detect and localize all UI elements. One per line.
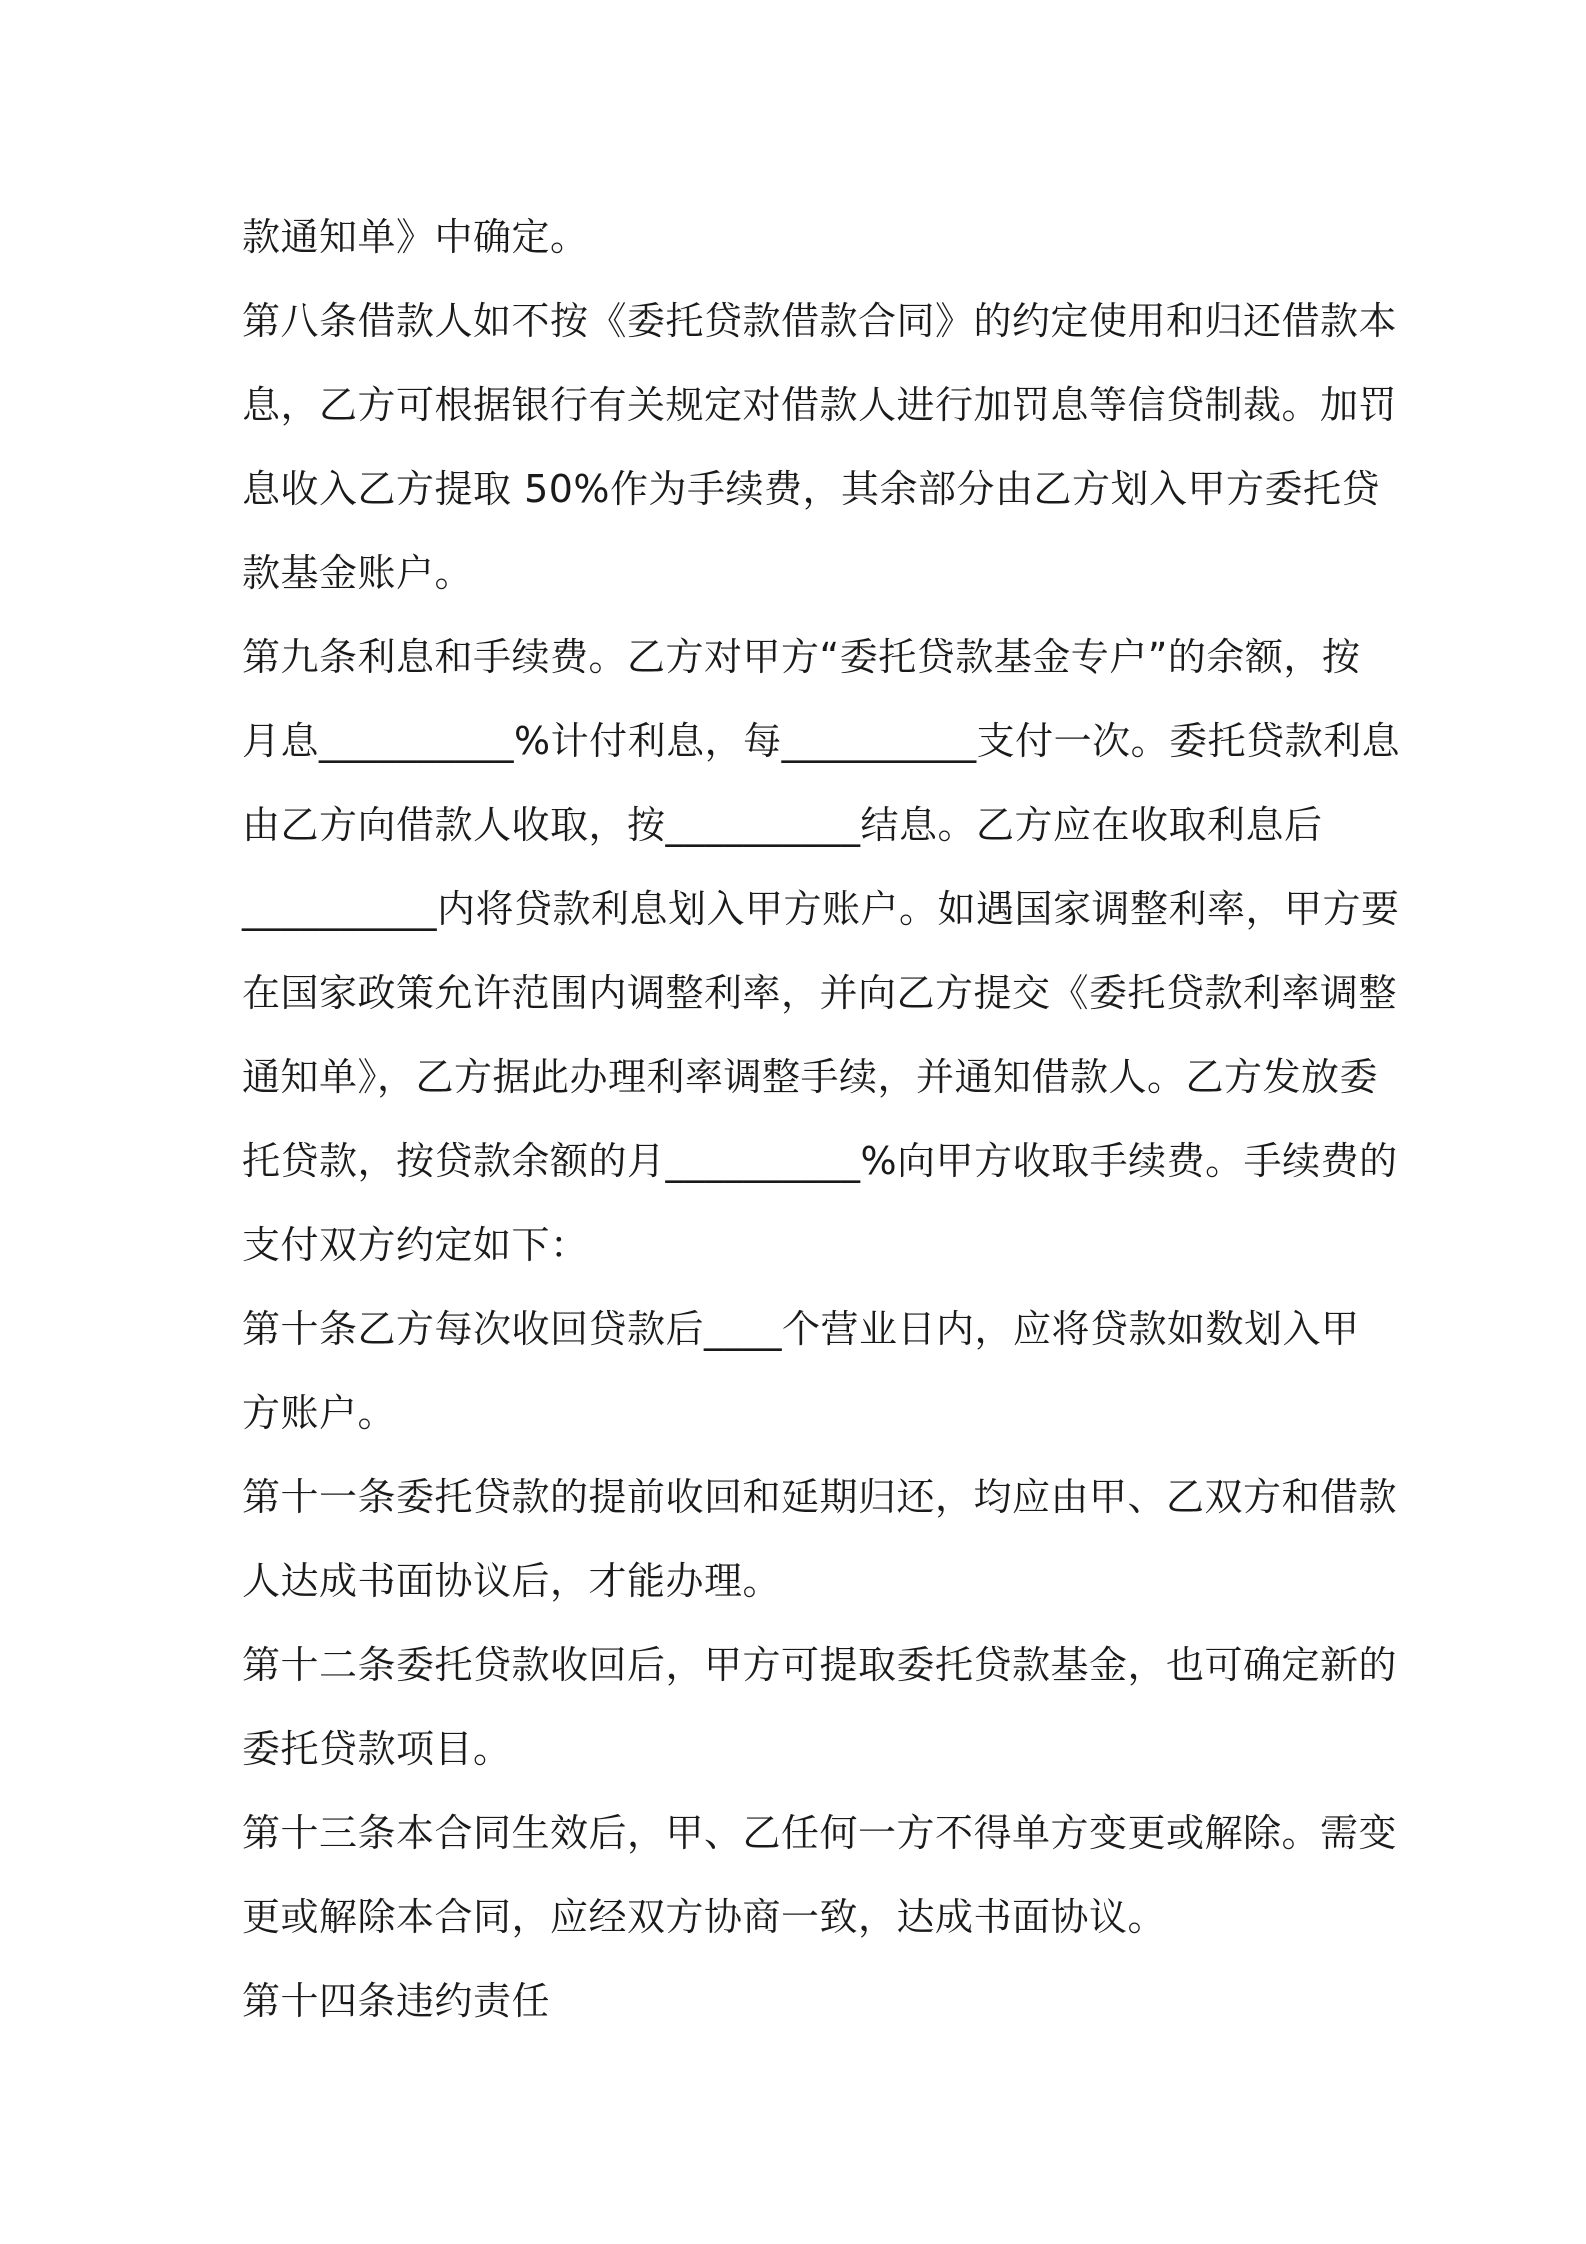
text-line: 托贷款，按贷款余额的月__________%向甲方收取手续费。手续费的 [242, 1139, 1398, 1183]
text-line: __________内将贷款利息划入甲方账户。如遇国家调整利率，甲方要 [242, 887, 1400, 931]
text-line: 支付双方约定如下： [242, 1223, 589, 1267]
text-line: 款通知单》中确定。 [242, 215, 589, 259]
text-line: 第十二条委托贷款收回后，甲方可提取委托贷款基金，也可确定新的 [242, 1643, 1398, 1687]
text-line: 月息__________%计付利息，每__________支付一次。委托贷款利息 [242, 719, 1401, 763]
text-line: 第十一条委托贷款的提前收回和延期归还，均应由甲、乙双方和借款 [242, 1475, 1398, 1519]
contract-text [242, 195, 1401, 2043]
text-line: 人达成书面协议后，才能办理。 [242, 1559, 782, 1603]
text-line: 息，乙方可根据银行有关规定对借款人进行加罚息等信贷制裁。加罚 [242, 383, 1398, 427]
text-line: 款基金账户。 [242, 551, 474, 595]
text-line: 在国家政策允许范围内调整利率，并向乙方提交《委托贷款利率调整 [242, 971, 1398, 1015]
text-line: 第十四条违约责任 [242, 1979, 551, 2023]
text-line: 更或解除本合同，应经双方协商一致，达成书面协议。 [242, 1895, 1167, 1939]
text-line: 息收入乙方提取 50%作为手续费，其余部分由乙方划入甲方委托贷 [242, 467, 1381, 511]
text-line: 第十条乙方每次收回贷款后____个营业日内，应将贷款如数划入甲 [242, 1307, 1360, 1351]
text-line: 委托贷款项目。 [242, 1727, 512, 1771]
text-line: 由乙方向借款人收取，按__________结息。乙方应在收取利息后 [242, 803, 1323, 847]
text-line: 第九条利息和手续费。乙方对甲方“委托贷款基金专户”的余额，按 [242, 635, 1361, 679]
text-line: 第十三条本合同生效后，甲、乙任何一方不得单方变更或解除。需变 [242, 1811, 1398, 1855]
text-line: 方账户。 [242, 1391, 397, 1435]
text-line: 第八条借款人如不按《委托贷款借款合同》的约定使用和归还借款本 [242, 299, 1398, 343]
text-line: 通知单》，乙方据此办理利率调整手续，并通知借款人。乙方发放委 [242, 1055, 1379, 1099]
